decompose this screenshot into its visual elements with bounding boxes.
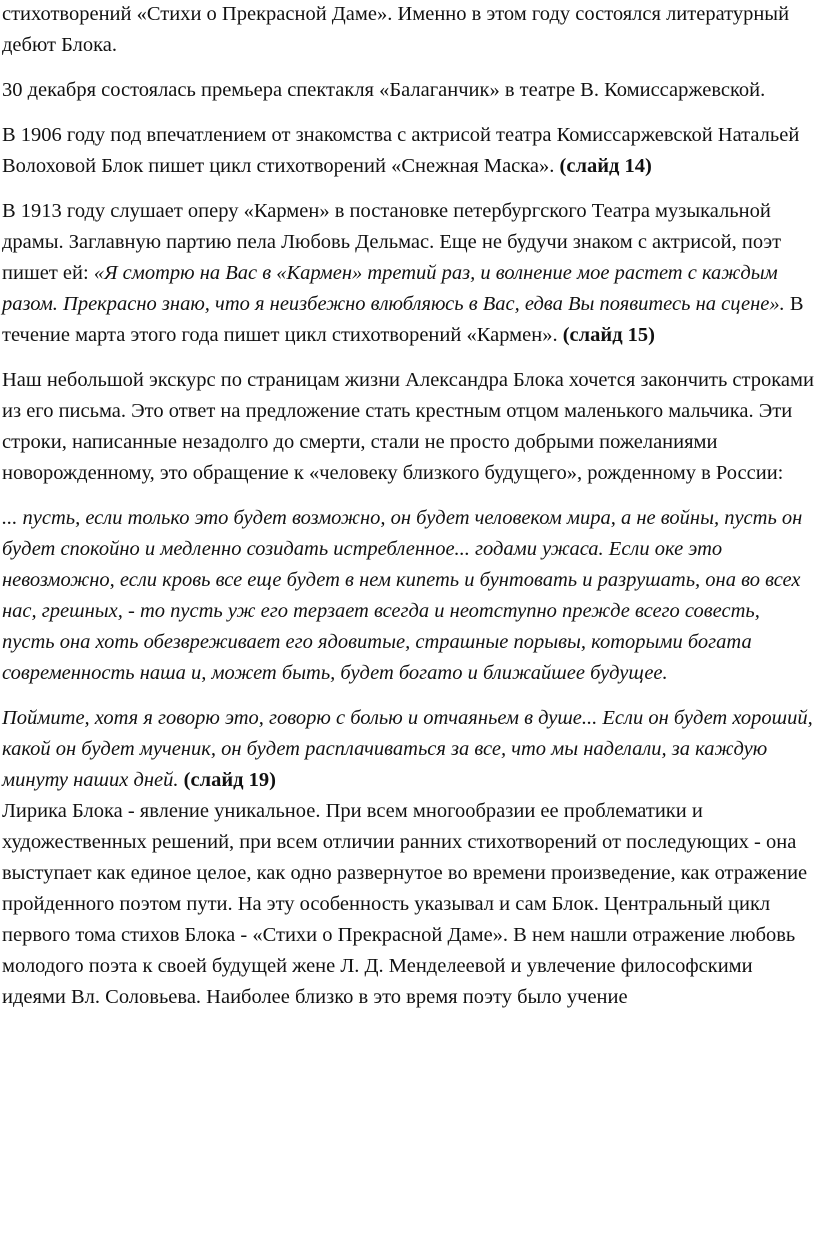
- paragraph-debut: [2, 0, 814, 61]
- text-run: стихотворений «Стихи о Прекрасной Даме». Именно в этом году состоялся литературный дебют Блока.: [2, 3, 790, 56]
- text-run: В течение марта этого года пишет цикл стихотворений «Кармен».: [2, 293, 804, 346]
- quote-run: «Я смотрю на Вас в «Кармен» третий раз, и волнение мое растет с каждым разом. Прекрасно знаю, что я неизбежно влюбляюсь в Вас, едва Вы появитесь на сцене».: [2, 262, 785, 315]
- paragraph-letter-intro: [2, 365, 814, 489]
- text-run: 30 декабря состоялась премьера спектакля «Балаганчик» в театре В. Комиссаржевской.: [2, 79, 766, 101]
- paragraph-letter-quote: [2, 503, 814, 689]
- text-run: Лирика Блока - явление уникальное. При всем многообразии ее проблематики и художественных решений, при всем отличии ранних стихотворений от последующих - она выступает как единое целое, как одно развернутое во времени произведение, как отражение пройденного поэтом пути. На эту особенность указывал и сам Блок. Центральный цикл первого тома стихов Блока - «Стихи о Прекрасной Даме». В нем нашли отражение любовь молодого поэта к своей будущей жене Л. Д. Менделеевой и увлечение философскими идеями Вл. Соловьева. Наиболее близко в это время поэту было учение: [2, 800, 808, 1008]
- text-run: В 1913 году слушает оперу «Кармен» в постановке петербургского Театра музыкальной драмы. Заглавную партию пела Любовь Дельмас. Еще не будучи знаком с актрисой, поэт пишет ей:: [2, 200, 782, 284]
- text-run: В 1906 году под впечатлением от знакомства с актрисой театра Комиссаржевской Натальей Волоховой Блок пишет цикл стихотворений «Снежная Маска».: [2, 124, 800, 177]
- paragraph-letter-closing: [2, 703, 814, 796]
- paragraph-snow-mask: [2, 120, 814, 182]
- paragraph-carmen: [2, 196, 814, 351]
- slide-reference: (слайд 19): [183, 769, 276, 791]
- quote-run: Поймите, хотя я говорю это, говорю с болью и отчаяньем в душе... Если он будет хороший, какой он будет мученик, он будет расплачиваться за все, что мы наделали, за каждую минуту наших дней.: [2, 707, 813, 791]
- text-run: Наш небольшой экскурс по страницам жизни Александра Блока хочется закончить строками из его письма. Это ответ на предложение стать крестным отцом маленького мальчика. Эти строки, написанные незадолго до смерти, стали не просто добрыми пожеланиями новорожденному, это обращение к «человеку близкого будущего», рожденному в России:: [2, 369, 814, 484]
- slide-reference: (слайд 15): [562, 324, 656, 346]
- paragraph-balaganchik-premiere: [2, 75, 814, 106]
- paragraph-lyrics: [2, 796, 814, 1013]
- slide-reference: (слайд 14): [559, 155, 652, 177]
- quote-run: ... пусть, если только это будет возможно, он будет человеком мира, а не войны, пусть он будет спокойно и медленно созидать истребленное... годами ужаса. Если оке это невозможно, если кровь все еще будет в нем кипеть и бунтовать и разрушать, она во всех нас, грешных, - то пусть уж его терзает всегда и неотступно прежде всего совесть, пусть она хоть обезвреживает его ядовитые, страшные порывы, которыми богата современность наша и, может быть, будет богато и ближайшее будущее.: [2, 507, 803, 684]
